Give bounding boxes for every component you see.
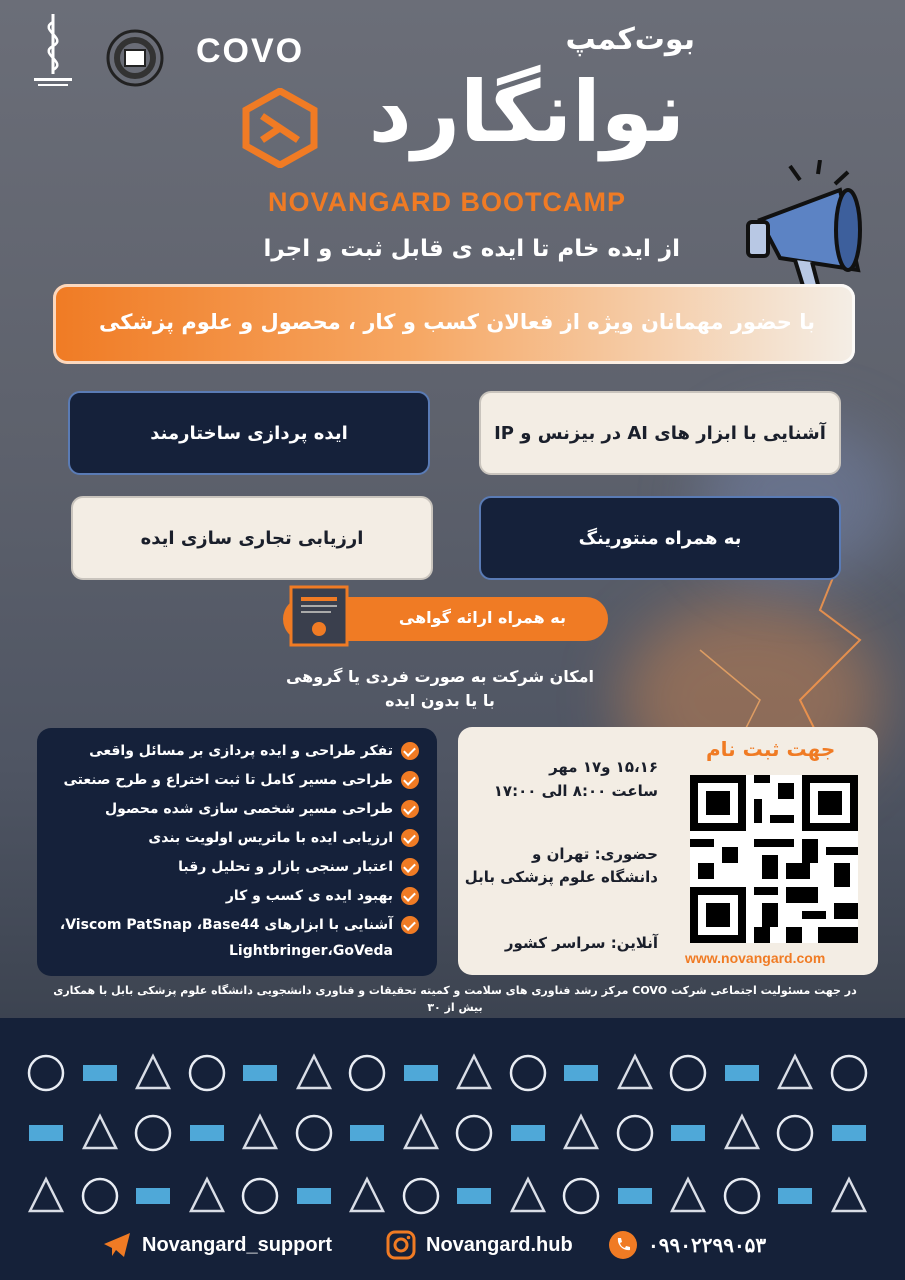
partner-logo (400, 1052, 442, 1094)
partner-logo (25, 1175, 67, 1217)
structured-ideation-card: ایده پردازی ساختارمند (68, 391, 430, 475)
feature-item (63, 771, 419, 789)
partner-logo (507, 1052, 549, 1094)
partner-logo (774, 1052, 816, 1094)
phone-number: ۰۹۹۰۲۲۹۹۰۵۳ (648, 1234, 767, 1257)
check-icon (401, 858, 419, 876)
partner-logo (79, 1112, 121, 1154)
participation-line-1: امکان شرکت به صورت فردی یا گروهی (285, 667, 594, 686)
ai-tools-card: آشنایی با ابزار های AI در بیزنس و IP (479, 391, 841, 475)
certificate-icon (287, 585, 359, 647)
partner-logo (239, 1052, 281, 1094)
online-location: آنلاین: سراسر کشور (504, 934, 658, 952)
partner-logo (346, 1112, 388, 1154)
check-icon (401, 887, 419, 905)
tagline: از ایده خام تا ایده ی قابل ثبت و اجرا (263, 236, 680, 262)
partner-logo (79, 1175, 121, 1217)
participation-line-2: با یا بدون ایده (385, 691, 495, 710)
registration-title: جهت ثبت نام (706, 737, 836, 761)
partner-logo (25, 1112, 67, 1154)
in-person-place: دانشگاه علوم پزشکی بابل (464, 868, 658, 886)
feature-item (89, 742, 419, 760)
partner-logo (774, 1112, 816, 1154)
partner-logo (186, 1175, 228, 1217)
feature-text: اعتبار سنجی بازار و تحلیل رقبا (178, 859, 393, 875)
partner-logo (293, 1175, 335, 1217)
partner-logo (400, 1112, 442, 1154)
partner-logo (346, 1175, 388, 1217)
page-title: نوانگارد (368, 63, 685, 161)
feature-item (178, 858, 419, 876)
partner-logo (721, 1052, 763, 1094)
check-icon (401, 916, 419, 934)
in-person-label: حضوری: تهران و (532, 845, 658, 863)
registration-qr-code[interactable] (690, 775, 858, 943)
partner-logo (614, 1052, 656, 1094)
partner-logo (453, 1175, 495, 1217)
novangard-hex-logo (240, 88, 320, 168)
partner-logo (293, 1112, 335, 1154)
partner-logo (186, 1052, 228, 1094)
website-link[interactable]: www.novangard.com (685, 950, 826, 966)
feature-text: طراحی مسیر شخصی سازی شده محصول (105, 801, 393, 817)
partner-logo (453, 1052, 495, 1094)
partner-logo (132, 1052, 174, 1094)
instagram-handle: Novangard.hub (426, 1233, 573, 1256)
event-dates: ۱۵،۱۶ و۱۷ مهر (549, 758, 658, 776)
feature-text: Lightbringer،GoVeda (229, 943, 393, 959)
mentoring-card: به همراه منتورینگ (479, 496, 841, 580)
event-time: ساعت ۸:۰۰ الی ۱۷:۰۰ (493, 782, 658, 800)
partner-logo (186, 1112, 228, 1154)
partner-logo (828, 1175, 870, 1217)
organizer-note-line-1: در جهت مسئولیت اجتماعی شرکت COVO مرکز رشد فناوری های سلامت و کمیته تحقیقات و فناوری دانشجویی دانشگاه علوم پزشکی بابل با همکاری بیش از ۳۰ (53, 984, 857, 1014)
partner-logo (507, 1112, 549, 1154)
partner-logo (721, 1175, 763, 1217)
telegram-icon (102, 1230, 132, 1260)
research-committee-logo (105, 28, 165, 88)
university-caduceus-logo (30, 12, 76, 92)
partner-logo (667, 1052, 709, 1094)
partner-logo (132, 1175, 174, 1217)
partner-logo (560, 1052, 602, 1094)
feature-item (148, 829, 419, 847)
partner-logo (560, 1175, 602, 1217)
partner-logo (239, 1112, 281, 1154)
check-icon (401, 800, 419, 818)
partner-logo (614, 1112, 656, 1154)
special-guests-text: با حضور مهمانان ویژه از فعالان کسب و کار ، محصول و علوم پزشکی (99, 310, 815, 334)
instagram-contact[interactable] (386, 1230, 573, 1260)
features-panel (37, 728, 437, 976)
partner-logo (828, 1052, 870, 1094)
partner-logo (400, 1175, 442, 1217)
feature-text: تفکر طراحی و ایده پردازی بر مسائل واقعی (89, 743, 393, 759)
partner-logo (132, 1112, 174, 1154)
participation-note (250, 665, 630, 713)
feature-item (226, 887, 419, 905)
partner-logo (293, 1052, 335, 1094)
check-icon (401, 829, 419, 847)
partner-logo (667, 1175, 709, 1217)
check-icon (401, 742, 419, 760)
special-guests-banner (53, 284, 855, 364)
partner-logo (774, 1175, 816, 1217)
commercialization-card: ارزیابی تجاری سازی ایده (71, 496, 433, 580)
phone-icon (608, 1230, 638, 1260)
check-icon (401, 771, 419, 789)
feature-item (60, 916, 419, 934)
english-title: NOVANGARD BOOTCAMP (268, 187, 626, 217)
feature-text: ارزیابی ایده با ماتریس اولویت بندی (148, 830, 393, 846)
partner-logo (79, 1052, 121, 1094)
partner-logo (453, 1112, 495, 1154)
partner-logo (239, 1175, 281, 1217)
partner-logo (346, 1052, 388, 1094)
telegram-contact[interactable] (102, 1230, 332, 1260)
feature-text: آشنایی با ابزارهای Viscom PatSnap ،Base44، (59, 917, 393, 933)
bootcamp-label: بوت‌کمپ (565, 22, 695, 57)
partner-logo (828, 1112, 870, 1154)
feature-text: طراحی مسیر کامل تا ثبت اختراع و طرح صنعتی (63, 772, 393, 788)
partner-logo (721, 1112, 763, 1154)
feature-item (105, 800, 419, 818)
feature-item-continued (229, 943, 393, 959)
covo-logo: COVO (196, 32, 305, 70)
partner-logo (25, 1052, 67, 1094)
instagram-icon (386, 1230, 416, 1260)
phone-contact[interactable] (608, 1230, 766, 1260)
certificate-label: به همراه ارائه گواهی (398, 608, 566, 627)
partner-logo (667, 1112, 709, 1154)
feature-text: بهبود ایده ی کسب و کار (225, 888, 393, 904)
partner-logo (614, 1175, 656, 1217)
partner-logo (507, 1175, 549, 1217)
partner-logo (560, 1112, 602, 1154)
telegram-handle: Novangard_support (142, 1233, 333, 1256)
